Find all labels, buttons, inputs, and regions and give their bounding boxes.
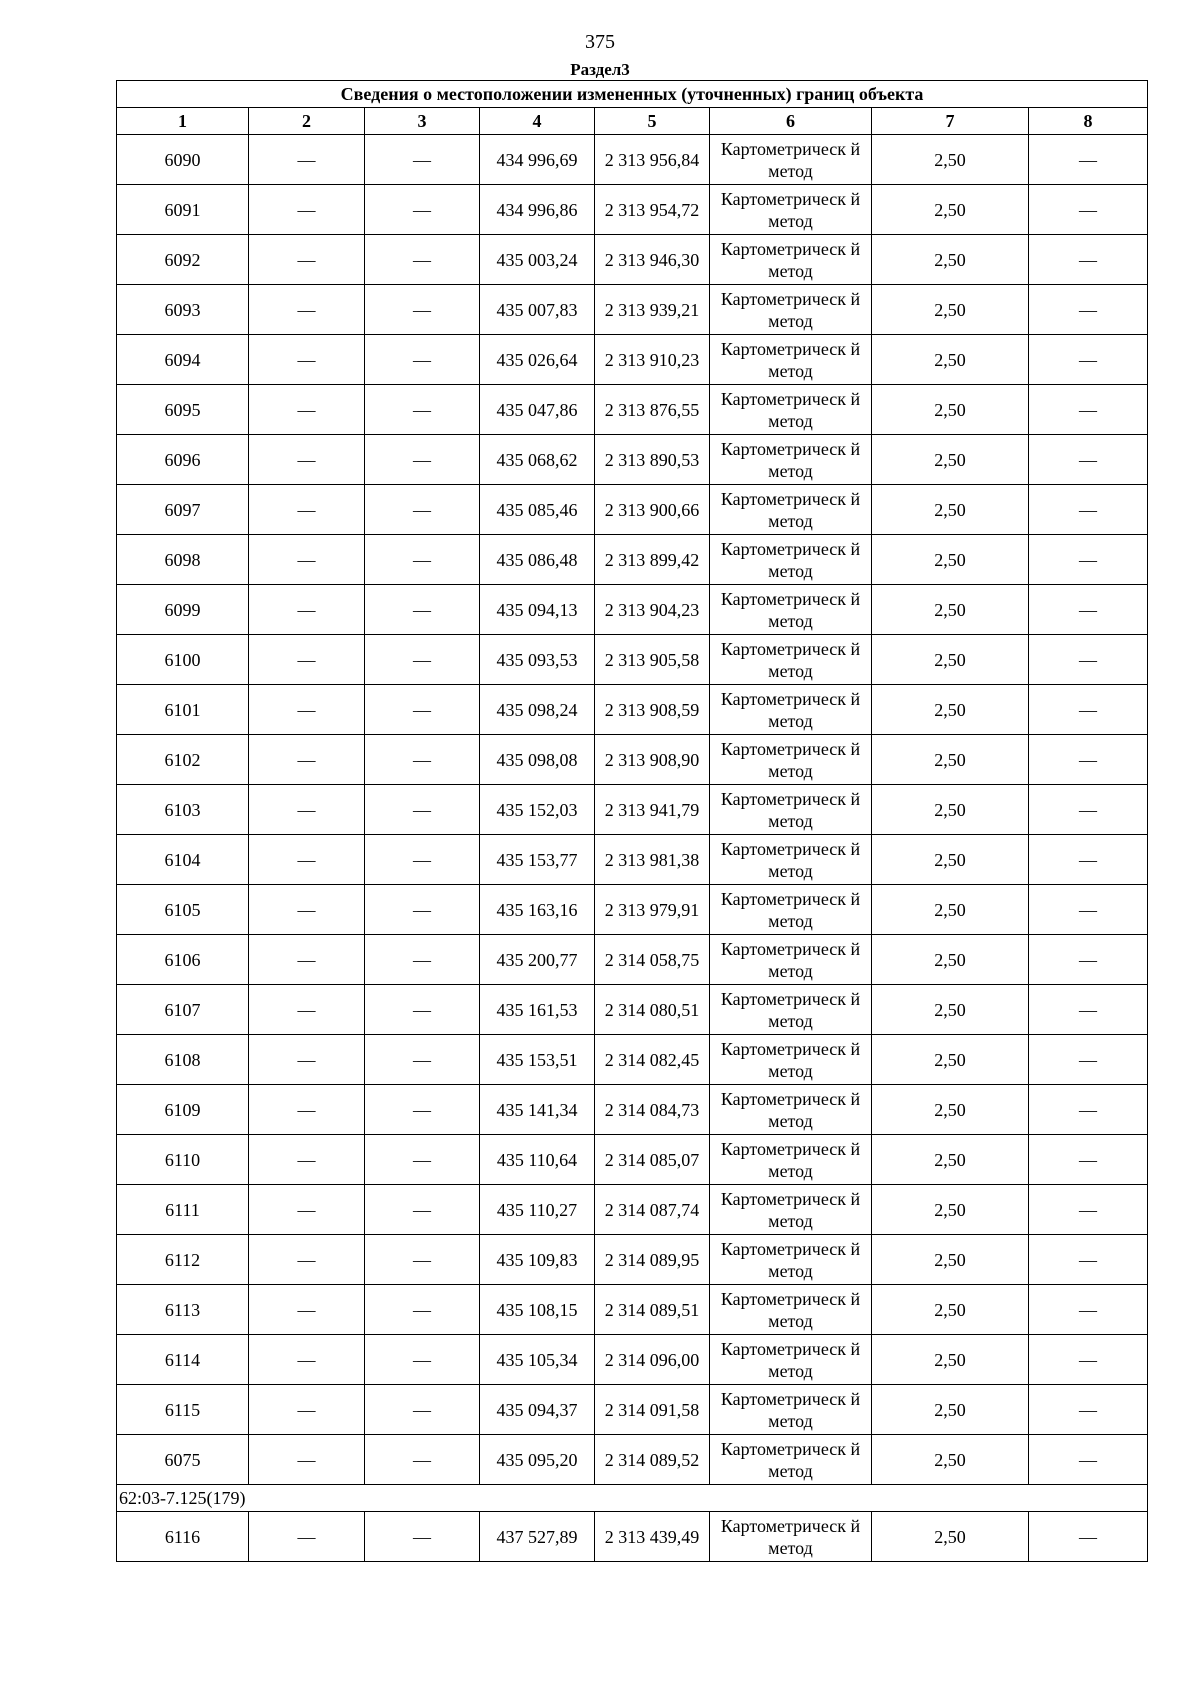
accuracy-cell: 2,50 [872,1135,1029,1185]
y-coordinate-cell: 2 314 091,58 [595,1385,710,1435]
empty-dash-cell: — [249,1135,365,1185]
table-row [117,1335,1148,1385]
table-row [117,1135,1148,1185]
section-title: Раздел3 [570,60,630,79]
table-row [117,285,1148,335]
method-cell: Картометрическ й метод [710,685,872,735]
accuracy-cell: 2,50 [872,1185,1029,1235]
point-number-cell: 6096 [117,435,249,485]
empty-dash-cell: — [1029,185,1148,235]
y-coordinate-cell: 2 314 082,45 [595,1035,710,1085]
table-row [117,335,1148,385]
y-coordinate-cell: 2 313 876,55 [595,385,710,435]
empty-dash-cell: — [365,885,480,935]
empty-dash-cell: — [249,685,365,735]
table-row [117,1185,1148,1235]
empty-dash-cell: — [1029,885,1148,935]
accuracy-cell: 2,50 [872,1235,1029,1285]
y-coordinate-cell: 2 313 946,30 [595,235,710,285]
y-coordinate-cell: 2 314 089,52 [595,1435,710,1485]
y-coordinate-cell: 2 314 084,73 [595,1085,710,1135]
column-number: 4 [480,108,595,135]
x-coordinate-cell: 435 152,03 [480,785,595,835]
empty-dash-cell: — [365,1435,480,1485]
empty-dash-cell: — [1029,685,1148,735]
accuracy-cell: 2,50 [872,585,1029,635]
method-cell: Картометрическ й метод [710,285,872,335]
method-cell: Картометрическ й метод [710,1385,872,1435]
y-coordinate-cell: 2 313 956,84 [595,135,710,185]
point-number-cell: 6094 [117,335,249,385]
empty-dash-cell: — [365,1235,480,1285]
y-coordinate-cell: 2 313 981,38 [595,835,710,885]
accuracy-cell: 2,50 [872,1512,1029,1562]
x-coordinate-cell: 435 007,83 [480,285,595,335]
y-coordinate-cell: 2 313 900,66 [595,485,710,535]
y-coordinate-cell: 2 313 899,42 [595,535,710,585]
method-cell: Картометрическ й метод [710,1285,872,1335]
empty-dash-cell: — [365,285,480,335]
empty-dash-cell: — [365,435,480,485]
method-cell: Картометрическ й метод [710,1085,872,1135]
x-coordinate-cell: 435 098,24 [480,685,595,735]
empty-dash-cell: — [1029,585,1148,635]
y-coordinate-cell: 2 314 080,51 [595,985,710,1035]
empty-dash-cell: — [365,385,480,435]
x-coordinate-cell: 435 003,24 [480,235,595,285]
accuracy-cell: 2,50 [872,385,1029,435]
y-coordinate-cell: 2 314 085,07 [595,1135,710,1185]
empty-dash-cell: — [365,635,480,685]
empty-dash-cell: — [249,1235,365,1285]
empty-dash-cell: — [365,735,480,785]
column-number: 2 [249,108,365,135]
accuracy-cell: 2,50 [872,1035,1029,1085]
empty-dash-cell: — [365,1185,480,1235]
point-number-cell: 6116 [117,1512,249,1562]
point-number-cell: 6113 [117,1285,249,1335]
accuracy-cell: 2,50 [872,535,1029,585]
y-coordinate-cell: 2 313 905,58 [595,635,710,685]
point-number-cell: 6105 [117,885,249,935]
empty-dash-cell: — [1029,1385,1148,1435]
empty-dash-cell: — [1029,1035,1148,1085]
empty-dash-cell: — [249,135,365,185]
method-cell: Картометрическ й метод [710,585,872,635]
empty-dash-cell: — [249,1085,365,1135]
x-coordinate-cell: 435 093,53 [480,635,595,685]
empty-dash-cell: — [1029,1085,1148,1135]
empty-dash-cell: — [249,185,365,235]
empty-dash-cell: — [1029,1435,1148,1485]
page-number: 375 [585,31,615,53]
y-coordinate-cell: 2 313 908,59 [595,685,710,735]
point-number-cell: 6106 [117,935,249,985]
empty-dash-cell: — [365,135,480,185]
x-coordinate-cell: 435 108,15 [480,1285,595,1335]
empty-dash-cell: — [249,1335,365,1385]
x-coordinate-cell: 435 105,34 [480,1335,595,1385]
table-row [117,235,1148,285]
table-row [117,1235,1148,1285]
empty-dash-cell: — [365,1512,480,1562]
accuracy-cell: 2,50 [872,335,1029,385]
empty-dash-cell: — [249,485,365,535]
x-coordinate-cell: 435 098,08 [480,735,595,785]
y-coordinate-cell: 2 313 904,23 [595,585,710,635]
empty-dash-cell: — [1029,385,1148,435]
method-cell: Картометрическ й метод [710,1512,872,1562]
empty-dash-cell: — [249,335,365,385]
point-number-cell: 6107 [117,985,249,1035]
table-row [117,985,1148,1035]
column-number: 5 [595,108,710,135]
empty-dash-cell: — [1029,785,1148,835]
empty-dash-cell: — [249,385,365,435]
table-row [117,185,1148,235]
point-number-cell: 6100 [117,635,249,685]
x-coordinate-cell: 435 094,37 [480,1385,595,1435]
x-coordinate-cell: 435 095,20 [480,1435,595,1485]
point-number-cell: 6110 [117,1135,249,1185]
point-number-cell: 6112 [117,1235,249,1285]
accuracy-cell: 2,50 [872,1285,1029,1335]
y-coordinate-cell: 2 314 087,74 [595,1185,710,1235]
table-row [117,1085,1148,1135]
empty-dash-cell: — [1029,1235,1148,1285]
accuracy-cell: 2,50 [872,935,1029,985]
empty-dash-cell: — [365,785,480,835]
point-number-cell: 6098 [117,535,249,585]
method-cell: Картометрическ й метод [710,1435,872,1485]
method-cell: Картометрическ й метод [710,935,872,985]
y-coordinate-cell: 2 313 910,23 [595,335,710,385]
method-cell: Картометрическ й метод [710,385,872,435]
empty-dash-cell: — [249,435,365,485]
table-row [117,485,1148,535]
accuracy-cell: 2,50 [872,1385,1029,1435]
x-coordinate-cell: 435 153,77 [480,835,595,885]
y-coordinate-cell: 2 313 439,49 [595,1512,710,1562]
y-coordinate-cell: 2 313 939,21 [595,285,710,335]
method-cell: Картометрическ й метод [710,1035,872,1085]
empty-dash-cell: — [1029,435,1148,485]
method-cell: Картометрическ й метод [710,535,872,585]
accuracy-cell: 2,50 [872,1085,1029,1135]
accuracy-cell: 2,50 [872,1435,1029,1485]
column-number: 1 [117,108,249,135]
accuracy-cell: 2,50 [872,635,1029,685]
empty-dash-cell: — [1029,285,1148,335]
empty-dash-cell: — [365,1035,480,1085]
x-coordinate-cell: 434 996,86 [480,185,595,235]
point-number-cell: 6095 [117,385,249,435]
table-row [117,735,1148,785]
point-number-cell: 6102 [117,735,249,785]
empty-dash-cell: — [1029,935,1148,985]
y-coordinate-cell: 2 314 089,51 [595,1285,710,1335]
x-coordinate-cell: 435 110,27 [480,1185,595,1235]
method-cell: Картометрическ й метод [710,885,872,935]
point-number-cell: 6115 [117,1385,249,1435]
x-coordinate-cell: 435 161,53 [480,985,595,1035]
point-number-cell: 6108 [117,1035,249,1085]
method-cell: Картометрическ й метод [710,335,872,385]
empty-dash-cell: — [365,1335,480,1385]
table-row [117,435,1148,485]
empty-dash-cell: — [1029,1185,1148,1235]
table-row [117,1512,1148,1562]
y-coordinate-cell: 2 313 890,53 [595,435,710,485]
empty-dash-cell: — [249,235,365,285]
x-coordinate-cell: 435 026,64 [480,335,595,385]
point-number-cell: 6099 [117,585,249,635]
method-cell: Картометрическ й метод [710,135,872,185]
method-cell: Картометрическ й метод [710,435,872,485]
empty-dash-cell: — [1029,535,1148,585]
accuracy-cell: 2,50 [872,985,1029,1035]
cadastral-group-label: 62:03-7.125(179) [117,1485,1148,1512]
empty-dash-cell: — [365,485,480,535]
method-cell: Картометрическ й метод [710,235,872,285]
empty-dash-cell: — [1029,1335,1148,1385]
column-number: 6 [710,108,872,135]
empty-dash-cell: — [249,1035,365,1085]
empty-dash-cell: — [365,935,480,985]
empty-dash-cell: — [249,585,365,635]
table-row [117,785,1148,835]
empty-dash-cell: — [249,285,365,335]
accuracy-cell: 2,50 [872,185,1029,235]
accuracy-cell: 2,50 [872,835,1029,885]
accuracy-cell: 2,50 [872,885,1029,935]
point-number-cell: 6111 [117,1185,249,1235]
point-number-cell: 6090 [117,135,249,185]
method-cell: Картометрическ й метод [710,1235,872,1285]
table-row [117,635,1148,685]
boundary-coordinates-table [116,80,1148,1562]
table-row [117,1285,1148,1335]
method-cell: Картометрическ й метод [710,735,872,785]
table-row [117,585,1148,635]
table-row [117,835,1148,885]
y-coordinate-cell: 2 313 908,90 [595,735,710,785]
table-title: Сведения о местоположении измененных (уточненных) границ объекта [117,81,1148,108]
column-number: 7 [872,108,1029,135]
empty-dash-cell: — [249,985,365,1035]
empty-dash-cell: — [365,535,480,585]
y-coordinate-cell: 2 313 954,72 [595,185,710,235]
empty-dash-cell: — [365,585,480,635]
empty-dash-cell: — [1029,135,1148,185]
accuracy-cell: 2,50 [872,735,1029,785]
x-coordinate-cell: 435 141,34 [480,1085,595,1135]
column-number-row [117,108,1148,135]
empty-dash-cell: — [365,1285,480,1335]
empty-dash-cell: — [1029,1135,1148,1185]
point-number-cell: 6075 [117,1435,249,1485]
x-coordinate-cell: 435 200,77 [480,935,595,985]
point-number-cell: 6097 [117,485,249,535]
table-row [117,1385,1148,1435]
empty-dash-cell: — [365,335,480,385]
empty-dash-cell: — [1029,735,1148,785]
empty-dash-cell: — [249,1512,365,1562]
x-coordinate-cell: 434 996,69 [480,135,595,185]
table-title-row [117,81,1148,108]
method-cell: Картометрическ й метод [710,835,872,885]
x-coordinate-cell: 435 163,16 [480,885,595,935]
column-number: 3 [365,108,480,135]
accuracy-cell: 2,50 [872,485,1029,535]
empty-dash-cell: — [249,935,365,985]
table-row [117,935,1148,985]
point-number-cell: 6092 [117,235,249,285]
accuracy-cell: 2,50 [872,285,1029,335]
empty-dash-cell: — [1029,1512,1148,1562]
x-coordinate-cell: 435 086,48 [480,535,595,585]
empty-dash-cell: — [365,985,480,1035]
method-cell: Картометрическ й метод [710,785,872,835]
empty-dash-cell: — [249,1435,365,1485]
empty-dash-cell: — [365,185,480,235]
empty-dash-cell: — [249,835,365,885]
empty-dash-cell: — [1029,985,1148,1035]
x-coordinate-cell: 435 110,64 [480,1135,595,1185]
empty-dash-cell: — [1029,235,1148,285]
point-number-cell: 6093 [117,285,249,335]
point-number-cell: 6109 [117,1085,249,1135]
table-row [117,385,1148,435]
accuracy-cell: 2,50 [872,235,1029,285]
method-cell: Картометрическ й метод [710,1185,872,1235]
empty-dash-cell: — [365,1135,480,1185]
table-row [117,685,1148,735]
method-cell: Картометрическ й метод [710,185,872,235]
accuracy-cell: 2,50 [872,135,1029,185]
empty-dash-cell: — [249,785,365,835]
method-cell: Картометрическ й метод [710,1135,872,1185]
point-number-cell: 6101 [117,685,249,735]
method-cell: Картометрическ й метод [710,635,872,685]
x-coordinate-cell: 435 109,83 [480,1235,595,1285]
empty-dash-cell: — [365,1085,480,1135]
y-coordinate-cell: 2 314 058,75 [595,935,710,985]
point-number-cell: 6103 [117,785,249,835]
y-coordinate-cell: 2 313 941,79 [595,785,710,835]
y-coordinate-cell: 2 313 979,91 [595,885,710,935]
empty-dash-cell: — [249,635,365,685]
x-coordinate-cell: 435 047,86 [480,385,595,435]
empty-dash-cell: — [249,535,365,585]
empty-dash-cell: — [1029,835,1148,885]
x-coordinate-cell: 435 068,62 [480,435,595,485]
table-row [117,885,1148,935]
empty-dash-cell: — [365,1385,480,1435]
accuracy-cell: 2,50 [872,785,1029,835]
empty-dash-cell: — [249,1285,365,1335]
method-cell: Картометрическ й метод [710,485,872,535]
empty-dash-cell: — [249,1385,365,1435]
empty-dash-cell: — [249,735,365,785]
x-coordinate-cell: 435 094,13 [480,585,595,635]
empty-dash-cell: — [249,885,365,935]
empty-dash-cell: — [1029,335,1148,385]
table-row [117,135,1148,185]
accuracy-cell: 2,50 [872,685,1029,735]
empty-dash-cell: — [365,685,480,735]
method-cell: Картометрическ й метод [710,1335,872,1385]
x-coordinate-cell: 437 527,89 [480,1512,595,1562]
empty-dash-cell: — [365,835,480,885]
x-coordinate-cell: 435 153,51 [480,1035,595,1085]
empty-dash-cell: — [365,235,480,285]
table-row [117,535,1148,585]
table-row [117,1035,1148,1085]
accuracy-cell: 2,50 [872,435,1029,485]
y-coordinate-cell: 2 314 096,00 [595,1335,710,1385]
empty-dash-cell: — [1029,1285,1148,1335]
accuracy-cell: 2,50 [872,1335,1029,1385]
point-number-cell: 6104 [117,835,249,885]
empty-dash-cell: — [249,1185,365,1235]
y-coordinate-cell: 2 314 089,95 [595,1235,710,1285]
table-row [117,1435,1148,1485]
empty-dash-cell: — [1029,485,1148,535]
group-row [117,1485,1148,1512]
column-number: 8 [1029,108,1148,135]
x-coordinate-cell: 435 085,46 [480,485,595,535]
method-cell: Картометрическ й метод [710,985,872,1035]
empty-dash-cell: — [1029,635,1148,685]
point-number-cell: 6091 [117,185,249,235]
point-number-cell: 6114 [117,1335,249,1385]
